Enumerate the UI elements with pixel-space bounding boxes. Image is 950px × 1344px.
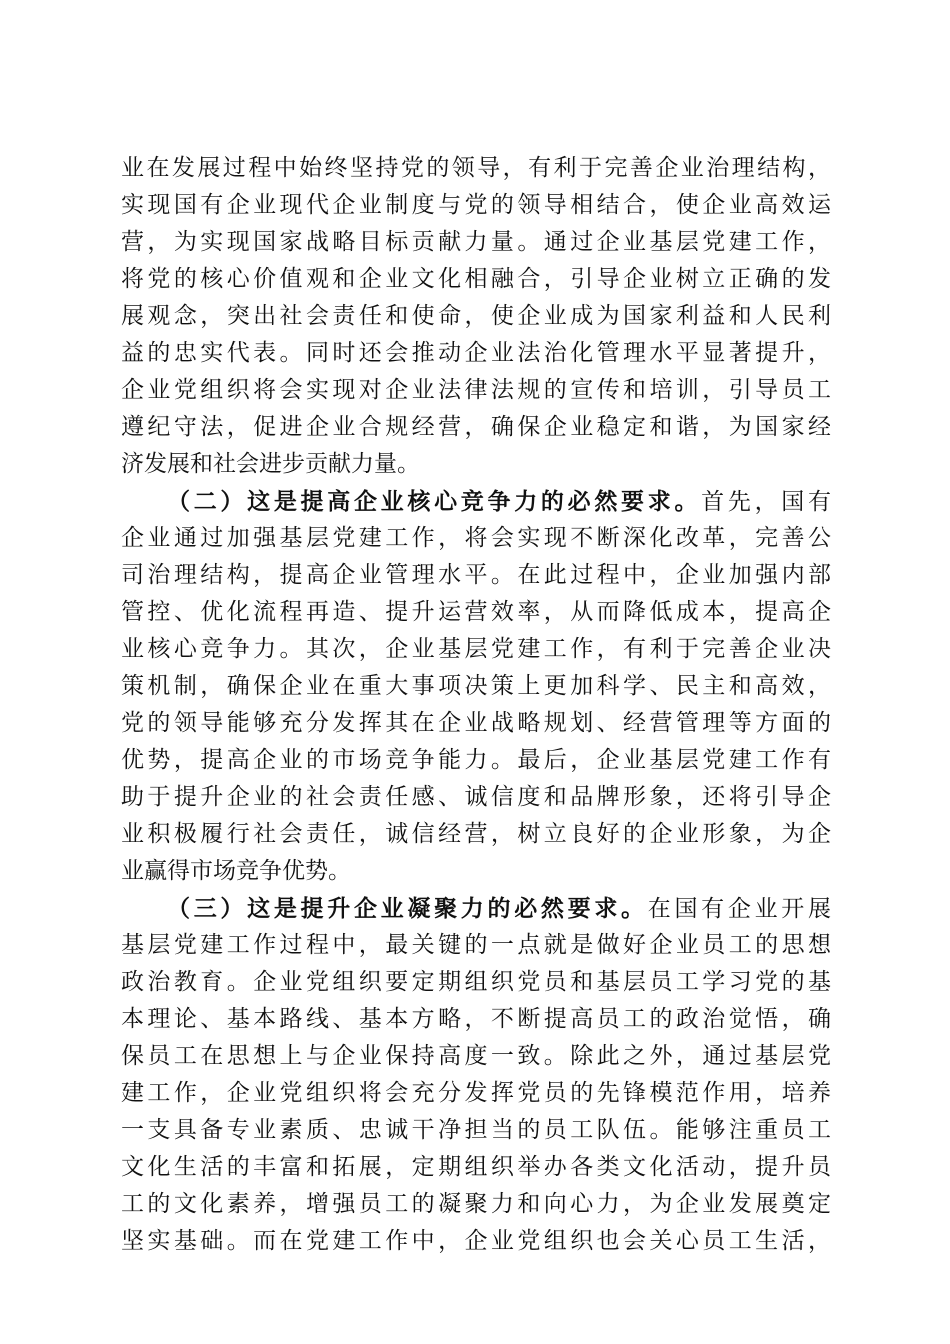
text-line: 益的忠实代表。同时还会推动企业法治化管理水平显著提升，	[121, 340, 831, 366]
text-line: 建工作，企业党组织将会充分发挥党员的先锋模范作用，培养	[121, 1080, 831, 1106]
text-line: 基层党建工作过程中，最关键的一点就是做好企业员工的思想	[121, 932, 831, 958]
text-line: 营，为实现国家战略目标贡献力量。通过企业基层党建工作，	[121, 229, 831, 255]
paragraph-3	[121, 890, 831, 1260]
text-line: 一支具备专业素质、忠诚干净担当的员工队伍。能够注重员工	[121, 1117, 831, 1143]
text-line: 管控、优化流程再造、提升运营效率，从而降低成本，提高企	[121, 599, 831, 625]
section-heading: （三）这是提升企业凝聚力的必然要求。	[167, 895, 648, 922]
paragraph-2	[121, 483, 831, 890]
text-line: 司治理结构，提高企业管理水平。在此过程中，企业加强内部	[121, 562, 831, 588]
paragraph-first-line	[121, 483, 831, 520]
text-run: 在国有企业开展	[647, 896, 832, 922]
text-line: 业赢得市场竞争优势。	[121, 858, 351, 884]
text-line: 企业党组织将会实现对企业法律法规的宣传和培训，引导员工	[121, 377, 831, 403]
paragraph-1	[121, 150, 831, 483]
text-line: 策机制，确保企业在重大事项决策上更加科学、民主和高效，	[121, 673, 831, 699]
text-line: 助于提升企业的社会责任感、诚信度和品牌形象，还将引导企	[121, 784, 831, 810]
text-line: 业积极履行社会责任，诚信经营，树立良好的企业形象，为企	[121, 821, 831, 847]
text-run: 首先，国有	[701, 489, 832, 515]
document-page	[121, 150, 831, 1260]
text-line: 企业通过加强基层党建工作，将会实现不断深化改革，完善公	[121, 525, 831, 551]
text-line: 实现国有企业现代企业制度与党的领导相结合，使企业高效运	[121, 192, 831, 218]
text-line: 保员工在思想上与企业保持高度一致。除此之外，通过基层党	[121, 1043, 831, 1069]
text-line: 业在发展过程中始终坚持党的领导，有利于完善企业治理结构，	[121, 155, 831, 181]
text-line: 党的领导能够充分发挥其在企业战略规划、经营管理等方面的	[121, 710, 831, 736]
text-line: 本理论、基本路线、基本方略，不断提高员工的政治觉悟，确	[121, 1006, 831, 1032]
text-line: 优势，提高企业的市场竞争能力。最后，企业基层党建工作有	[121, 747, 831, 773]
text-line: 济发展和社会进步贡献力量。	[121, 451, 420, 477]
text-line: 将党的核心价值观和企业文化相融合，引导企业树立正确的发	[121, 266, 831, 292]
text-line: 坚实基础。而在党建工作中，企业党组织也会关心员工生活，	[121, 1228, 831, 1254]
text-line: 工的文化素养，增强员工的凝聚力和向心力，为企业发展奠定	[121, 1191, 831, 1217]
text-line: 展观念，突出社会责任和使命，使企业成为国家利益和人民利	[121, 303, 831, 329]
text-line: 业核心竞争力。其次，企业基层党建工作，有利于完善企业决	[121, 636, 831, 662]
text-line: 政治教育。企业党组织要定期组织党员和基层员工学习党的基	[121, 969, 831, 995]
paragraph-first-line	[121, 890, 831, 927]
text-line: 遵纪守法，促进企业合规经营，确保企业稳定和谐，为国家经	[121, 414, 831, 440]
text-line: 文化生活的丰富和拓展，定期组织举办各类文化活动，提升员	[121, 1154, 831, 1180]
section-heading: （二）这是提高企业核心竞争力的必然要求。	[167, 488, 702, 515]
